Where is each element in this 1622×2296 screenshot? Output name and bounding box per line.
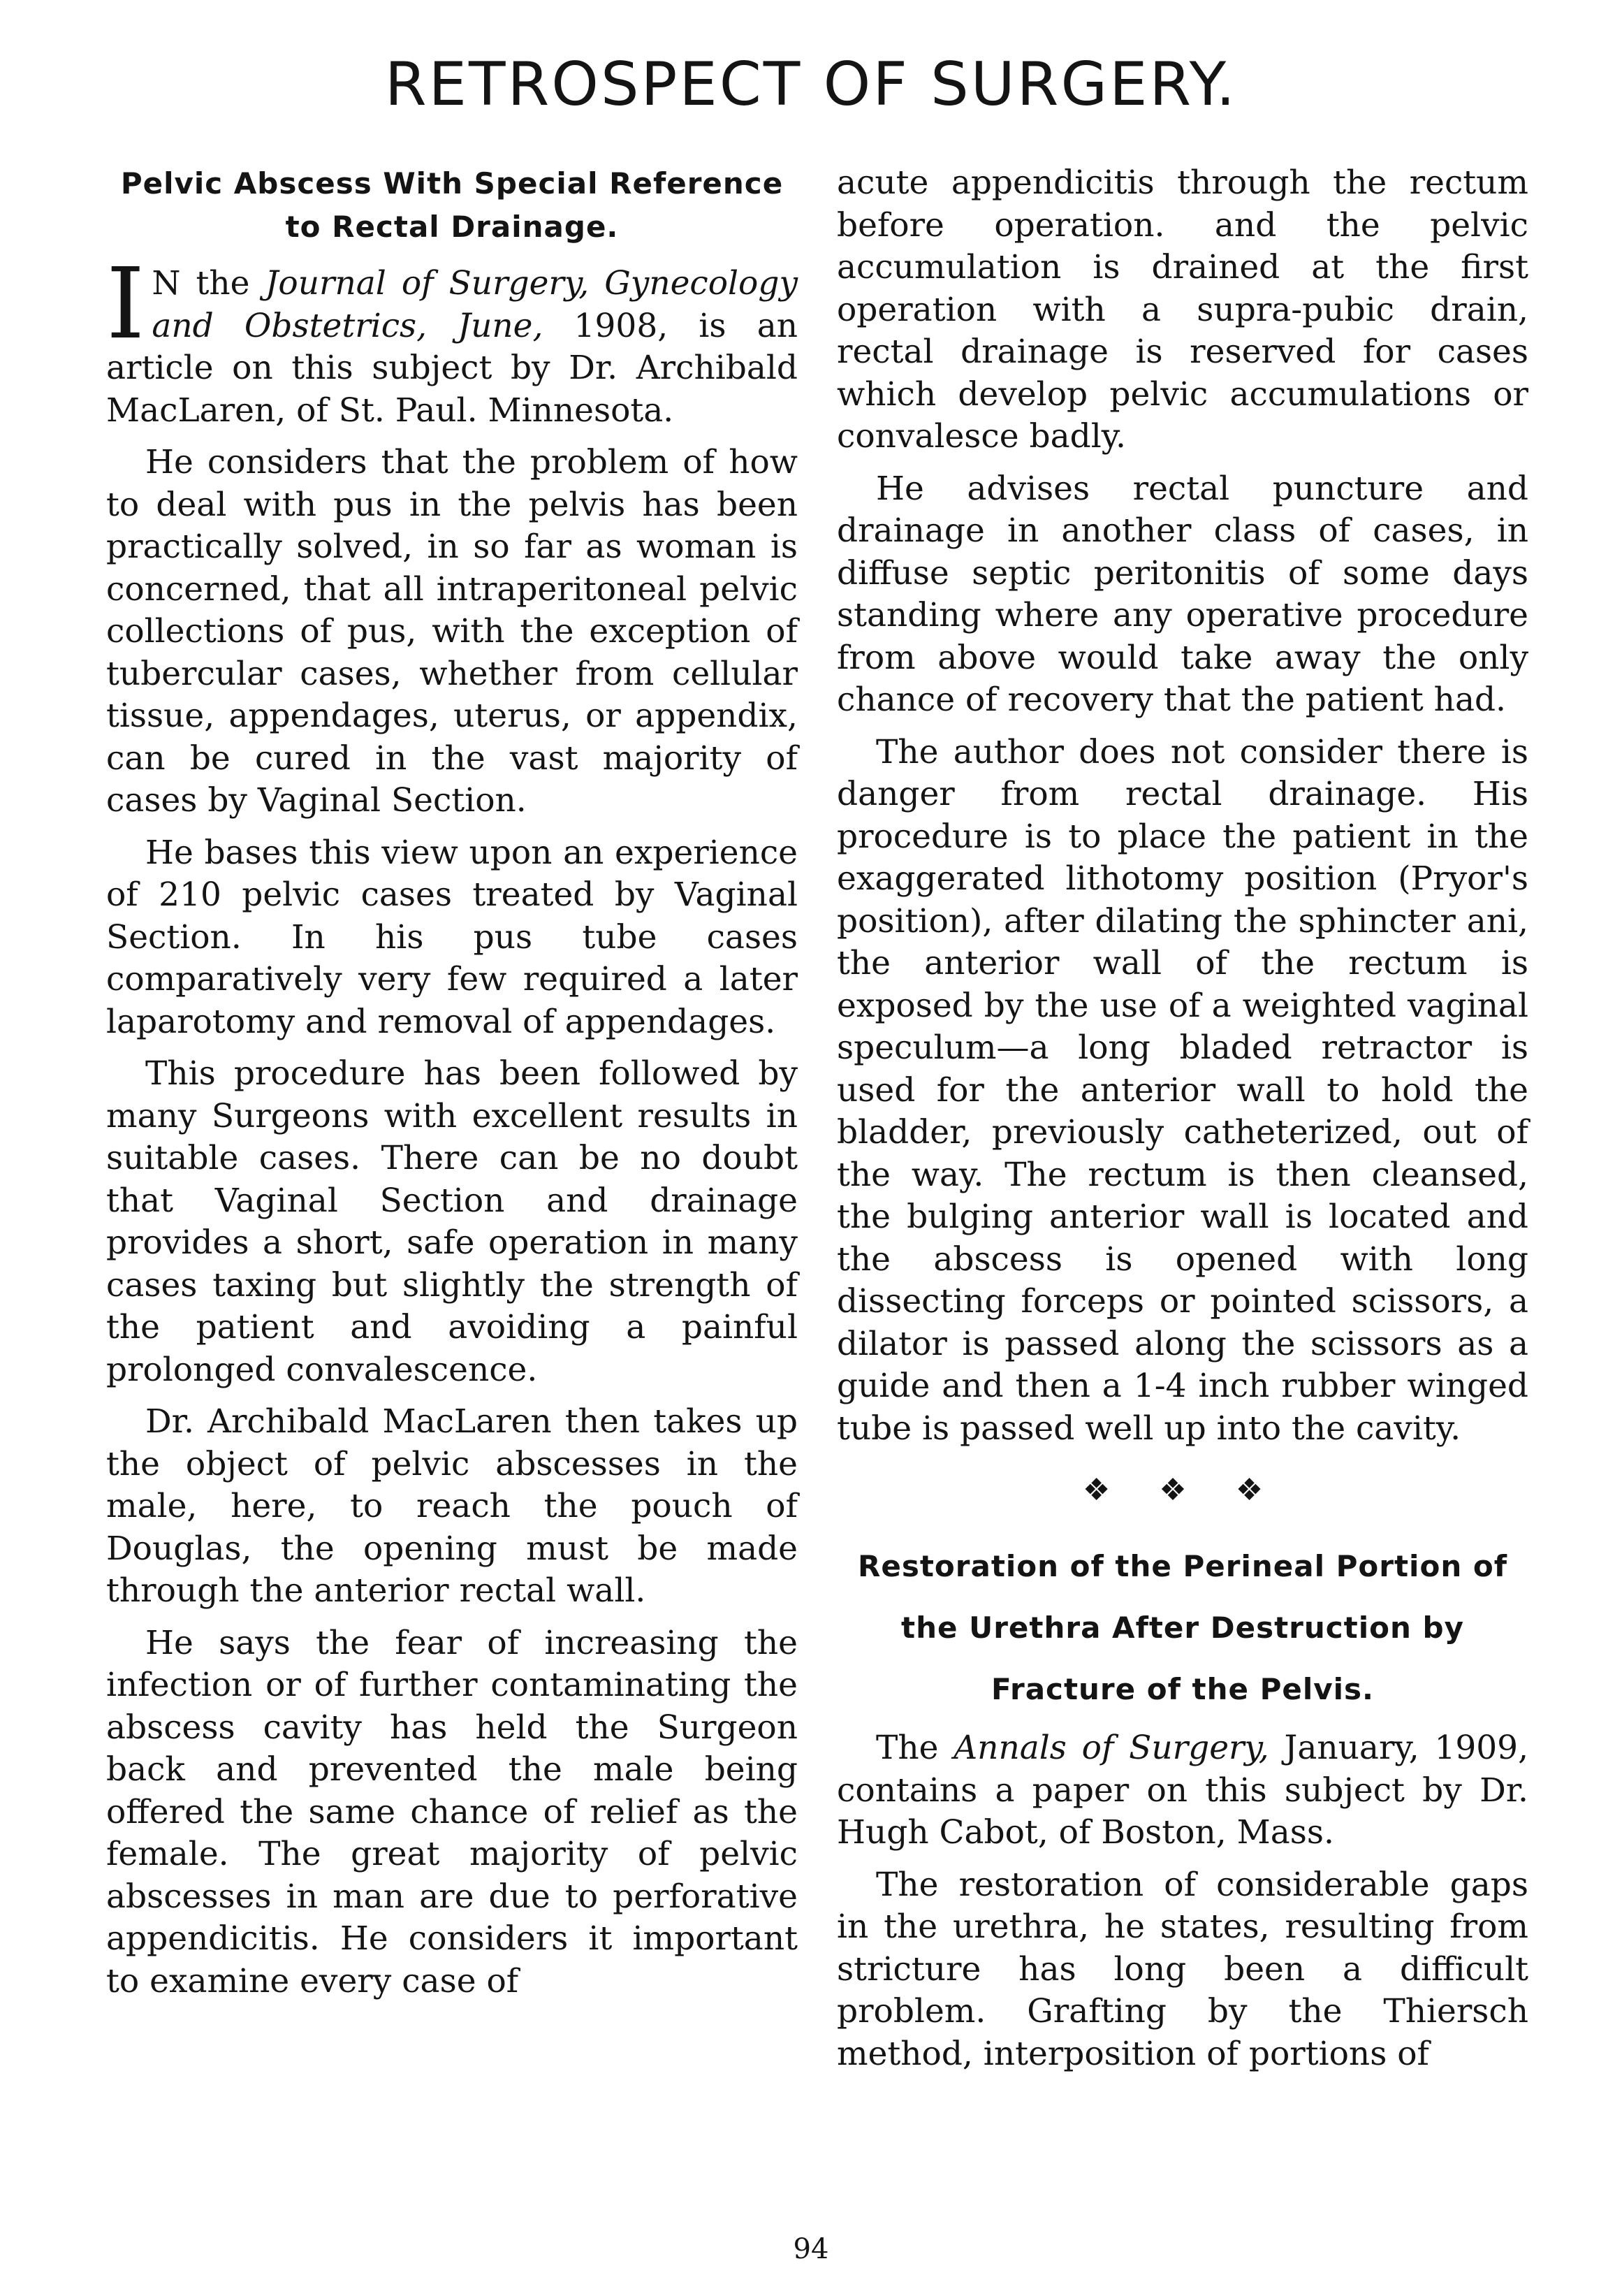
article1-heading: Pelvic Abscess With Special Reference to Rectal Drainage. [120,166,784,244]
article2-p1-text-a: The [876,1729,954,1767]
article2-paragraph-1 [837,1727,1528,1854]
article1-paragraph: He considers that the problem of how to deal with pus in the pelvis has been practically solved, in so far as woman is concerned, that all intraperitoneal pelvic collections of pus, with the exception of tubercular cases, whether from cellular tissue, appendages, uterus, or appendix, can be cured in the vast majority of cases by Vaginal Section. [106,443,798,820]
article1-paragraph: Dr. Archibald MacLaren then takes up the object of pelvic abscesses in the male, here, to reach the pouch of Douglas, the opening must be made through the anterior rectal wall. [106,1402,798,1610]
article2-p1-text-b: January, 1909, contains a paper on this subject by Dr. Hugh Cabot, of Boston, Mass. [837,1729,1529,1852]
page-number: 94 [793,2233,829,2265]
journal-citation: Journal of Surgery, Gynecology and Obstetrics, June, [152,264,798,345]
article2-heading: Restoration of the Perineal Portion of the Urethra After Destruction by Fracture of the Pelvis. [858,1549,1507,1706]
article1-paragraph-1 [106,247,798,432]
article1-continued-paragraph: He advises rectal puncture and drainage in another class of cases, in diffuse septic peritonitis of some days standing where any operative procedure from above would take away the only chance of recovery that the patient had. [837,469,1528,719]
section-separator: ❖ ❖ ❖ [1082,1472,1283,1508]
article1-p1-text-b: 1908, is an article on this subject by Dr. Archibald MacLaren, of St. Paul. Minnesota. [106,306,798,430]
page-title: RETROSPECT OF SURGERY. [384,50,1238,119]
left-column [106,162,798,2012]
article1-paragraph: He bases this view upon an experience of 210 pelvic cases treated by Vaginal Section. In his pus tube cases comparatively very few required a later laparotomy and removal of appendages. [106,833,798,1041]
article2-paragraph-2: The restoration of considerable gaps in the urethra, he states, resulting from stricture has long been a difficult problem. Grafting by the Thiersch method, interposition of portions of [837,1865,1528,2073]
journal-citation: Annals of Surgery, [954,1729,1269,1767]
article1-paragraph: This procedure has been followed by many Surgeons with excellent results in suitable cases. There can be no doubt that Vaginal Section and drainage provides a short, safe operation in many cases taxing but slightly the strength of the patient and avoiding a painful prolonged convalescence. [106,1054,798,1389]
article1-paragraph: He says the fear of increasing the infection or of further contaminating the abscess cavity has held the Surgeon back and prevented the male being offered the same chance of relief as the female. The great majority of pelvic abscesses in man are due to perforative appendicitis. He considers it important to examine every case of [106,1623,798,2000]
drop-cap: I [106,247,145,361]
article1-continued-paragraph: acute appendicitis through the rectum before operation. and the pelvic accumulation is drained at the first operation with a supra-pubic drain, rectal drainage is reserved for cases which develop pelvic accumulations or convalesce badly. [837,164,1528,456]
article1-p1-text-a: N the [152,264,265,303]
right-column [837,162,1528,2085]
article1-continued-paragraph: The author does not consider there is danger from rectal drainage. His procedure is to place the patient in the exaggerated lithotomy position (Pryor's position), after dilating the sphincter ani, the anterior wall of the rectum is exposed by the use of a weighted vaginal speculum—a long bladed retractor is used for the anterior wall to hold the bladder, previously catheterized, out of the way. The rectum is then cleansed, the bulging anterior wall is located and the abscess is opened with long dissecting forceps or pointed scissors, a dilator is passed along the scissors as a guide and then a 1-4 inch rubber winged tube is passed well up into the cavity. [837,732,1528,1448]
